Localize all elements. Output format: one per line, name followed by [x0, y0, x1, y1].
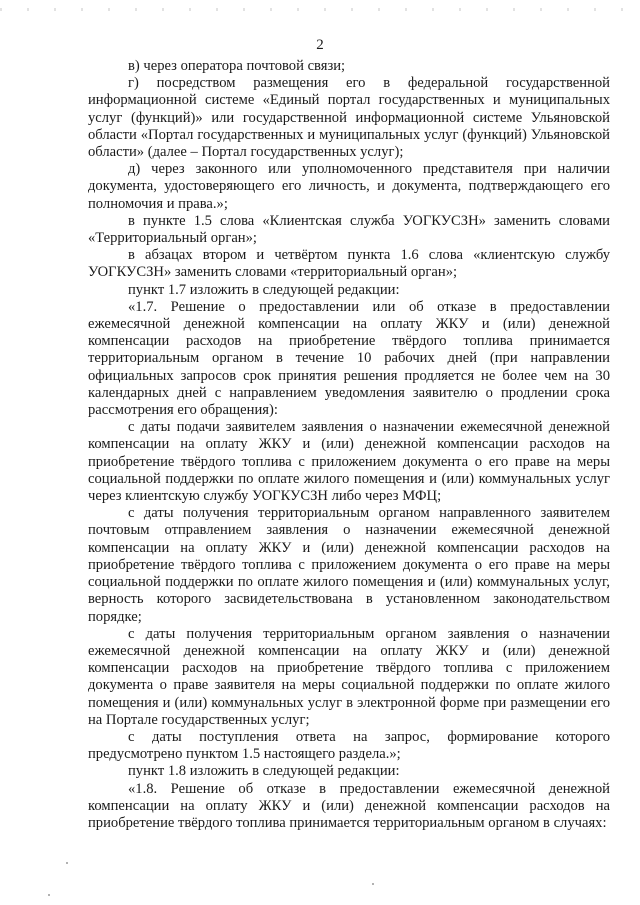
paragraph-item-v: в) через оператора почтовой связи; — [128, 58, 346, 74]
paragraph-item-d: д) через законного или уполномоченного представителя при наличии документа, удостоверяющего его личность, и документа, подтверждающего его полномочия и права.»; — [88, 161, 610, 212]
scan-speck — [66, 862, 68, 864]
paragraph-amend-1-8-intro: пункт 1.8 изложить в следующей редакции: — [128, 763, 400, 780]
paragraph-date-postal: с даты получения территориальным органом направленного заявителем почтовым отправлением заявления о назначении ежемесячной денежной компенсации на оплату ЖКУ и (или) денежной компенсации расходов на приобретение твёрдого топлива с приложением документа о его праве на меры социальной поддержки по оплате жилого помещения и (или) коммунальных услуг, верность которого засвидетельствована в установленном законодательством порядке; — [88, 505, 610, 625]
scan-speck — [48, 894, 50, 896]
paragraph-amend-1-5: в пункте 1.5 слова «Клиентская служба УОГКУСЗН» заменить словами «Территориальный орган»; — [88, 212, 610, 247]
scan-speck — [372, 883, 374, 885]
paragraph-clause-1-7: «1.7. Решение о предоставлении или об отказе в предоставлении ежемесячной денежной компенсации на оплату ЖКУ и (или) денежной компенсации расходов на приобретение твёрдого топлива принимается территориальным органом в течение 10 рабочих дней (при направлении официальных запросов срок принятия решения продляется не более чем на 30 календарных дней с направлением уведомления заявителю о продлении срока рассмотрения его обращения): — [88, 298, 610, 419]
paragraph-date-electronic: с даты получения территориальным органом заявления о назначении ежемесячной денежной компенсации на оплату ЖКУ и (или) денежной компенсации расходов на приобретение твёрдого топлива с приложением документа о праве заявителя на меры социальной поддержки по оплате жилого помещения и (или) коммунальных услуг в электронной форме при размещении его на Портале государственных услуг; — [88, 625, 610, 728]
paragraph-date-submission: с даты подачи заявителем заявления о назначении ежемесячной денежной компенсации на оплату ЖКУ и (или) денежной компенсации расходов на приобретение твёрдого топлива с приложением документа о его праве на меры социальной поддержки по оплате жилого помещения и (или) коммунальных услуг через клиентскую службу УОГКУСЗН либо через МФЦ; — [88, 419, 610, 505]
paragraph-clause-1-8: «1.8. Решение об отказе в предоставлении ежемесячной денежной компенсации на оплату ЖКУ и (или) денежной компенсации расходов на приобретение твёрдого топлива принимается территориальным органом в случаях: — [88, 780, 610, 831]
paragraph-item-g: г) посредством размещения его в федеральной государственной информационной системе «Единый портал государственных и муниципальных услуг (функций)» или государственной информационной системе Ульяновской области «Портал государственных и муниципальных услуг (функций) Ульяновской области» (далее – Портал государственных услуг); — [88, 75, 610, 161]
scan-artifact-top — [0, 8, 640, 11]
page-number: 2 — [316, 37, 324, 53]
document-body — [88, 58, 610, 832]
paragraph-amend-1-7-intro: пункт 1.7 изложить в следующей редакции: — [128, 281, 400, 298]
paragraph-amend-1-6: в абзацах втором и четвёртом пункта 1.6 слова «клиентскую службу УОГКУСЗН» заменить словами «территориальный орган»; — [88, 247, 610, 281]
paragraph-date-response: с даты поступления ответа на запрос, формирование которого предусмотрено пунктом 1.5 настоящего раздела.»; — [88, 728, 610, 763]
